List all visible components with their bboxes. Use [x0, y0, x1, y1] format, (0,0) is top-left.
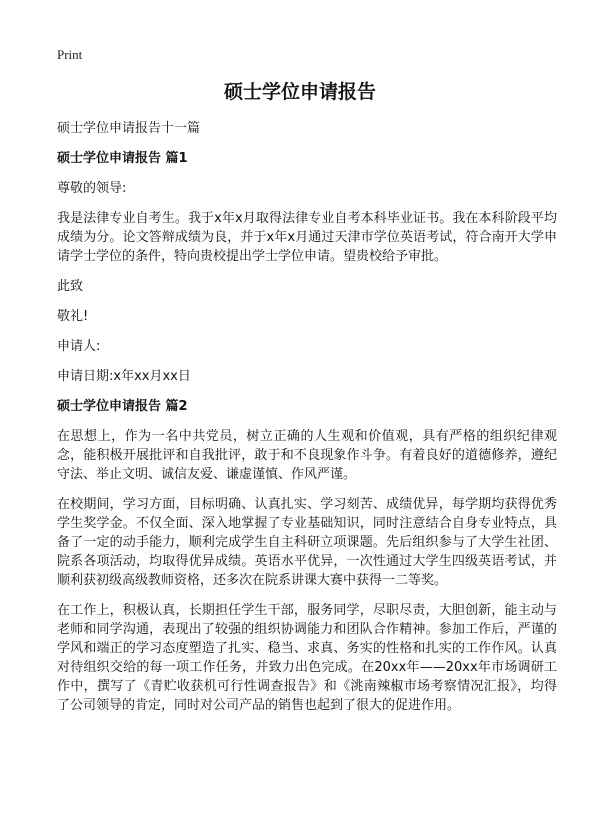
closing-line: 敬礼! — [57, 309, 89, 324]
applicant-line: 申请人: — [57, 339, 101, 354]
body-paragraph: 在校期间，学习方面，目标明确、认真扎实、学习刻苦、成绩优异，每学期均获得优秀学生奖学金。不仅全面、深入地掌握了专业基础知识，同时注意结合自身专业特点，具备了一定的动手能力，顺利完成学生自主科研立项课题。先后组织参与了大学生社团、院系各项活动，均取得优异成绩。英语水平优异，一次性通过大学生四级英语考试，并顺利获初级高级教师资格，还多次在院系讲课大赛中获得一二等奖。 — [57, 497, 557, 588]
document-intro: 硕士学位申请报告十一篇 — [57, 121, 201, 136]
section-heading: 硕士学位申请报告 篇2 — [57, 399, 188, 414]
date-line: 申请日期:x年xx月xx日 — [57, 369, 191, 384]
body-paragraph: 在工作上，积极认真，长期担任学生干部，服务同学，尽职尽责，大胆创新，能主动与老师和同学沟通，表现出了较强的组织协调能力和团队合作精神。参加工作后，严谨的学风和端正的学习态度塑造了扎实、稳当、求真、务实的性格和扎实的工作作风。认真对待组织交给的每一项工作任务，并致力出色完成。在20xx年——20xx年市场调研工作中，撰写了《青贮收获机可行性调查报告》和《洮南辣椒市场考察情况汇报》，均得了公司领导的肯定，同时对公司产品的销售也起到了很大的促进作用。 — [57, 603, 557, 713]
section-heading: 硕士学位申请报告 篇1 — [57, 151, 188, 166]
document-title: 硕士学位申请报告 — [223, 81, 376, 103]
body-paragraph: 我是法律专业自考生。我于x年x月取得法律专业自考本科毕业证书。我在本科阶段平均成绩为分。论文答辩成绩为良，并于x年x月通过天津市学位英语考试，符合南开大学申请学士学位的条件，特向贵校提出学士学位申请。望贵校给予审批。 — [57, 211, 557, 264]
closing-line: 此致 — [57, 279, 84, 294]
salutation: 尊敬的领导: — [57, 181, 127, 196]
print-link[interactable]: Print — [57, 47, 83, 62]
body-paragraph: 在思想上，作为一名中共党员，树立正确的人生观和价值观，具有严格的组织纪律观念，能积极开展批评和自我批评，敢于和不良现象作斗争。有着良好的道德修养，遵纪守法、举止文明、诚信友爱、谦虚谨慎、作风严谨。 — [57, 429, 557, 482]
document-body — [57, 119, 557, 726]
